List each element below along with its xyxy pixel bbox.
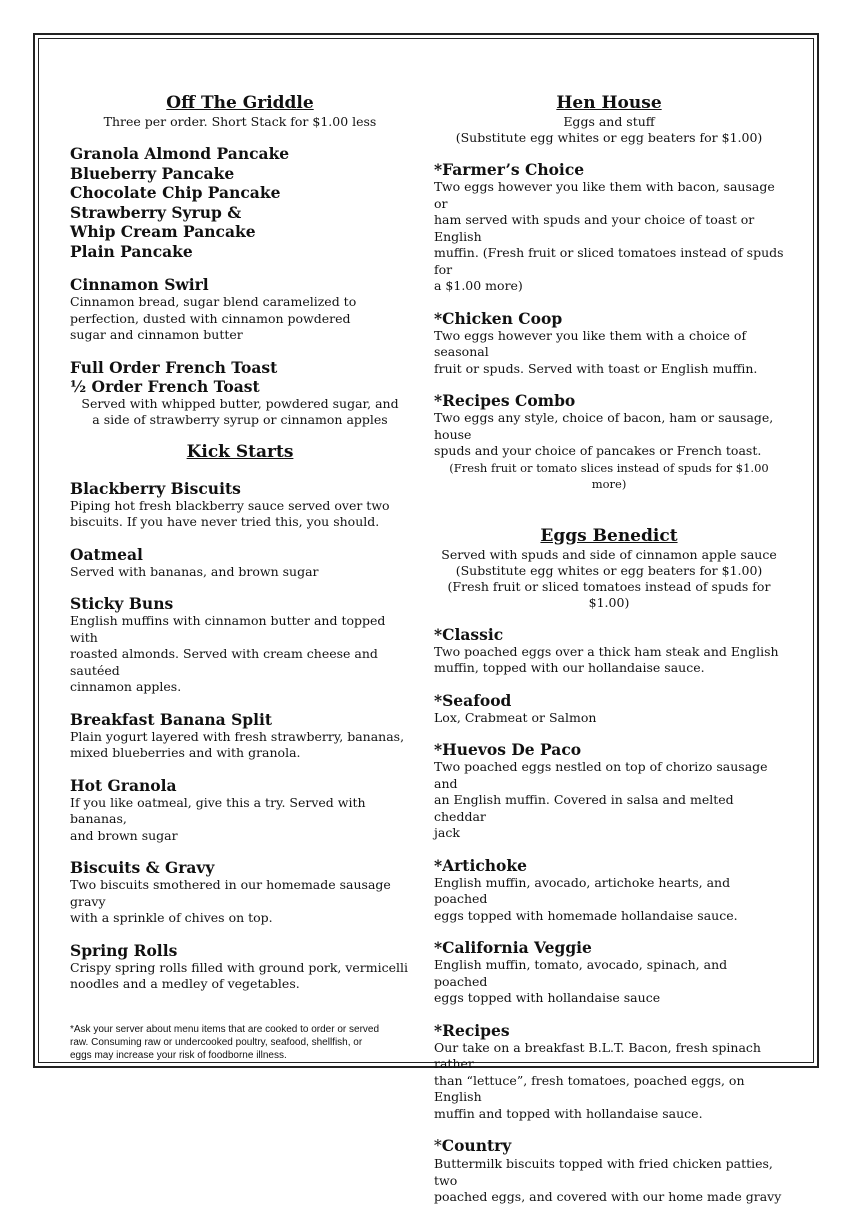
menu-item-chicken-coop	[434, 309, 784, 378]
item-name: *California Veggie	[434, 938, 592, 957]
griddle-note: Three per order. Short Stack for $1.00 less	[103, 114, 377, 129]
item-desc: noodles and a medley of vegetables.	[70, 976, 300, 991]
item-desc: than “lettuce”, fresh tomatoes, poached eggs, on English	[434, 1072, 745, 1104]
item-desc: Cinnamon bread, sugar blend caramelized to	[70, 294, 357, 309]
footnote-line: eggs may increase your risk of foodborne illness.	[70, 1049, 287, 1061]
menu-item-spring-rolls	[70, 941, 410, 993]
item-desc: cinnamon apples.	[70, 679, 182, 694]
item-desc: (Fresh fruit or tomato slices instead of spuds for $1.00 more)	[449, 460, 769, 491]
section-title-kick-starts: Kick Starts	[186, 441, 294, 462]
item-desc: Buttermilk biscuits topped with fried chicken patties, two	[434, 1156, 773, 1188]
item-name: *Seafood	[434, 690, 512, 710]
item-star: *	[434, 1137, 442, 1155]
menu-item-french-toast	[70, 358, 410, 429]
item-desc: Two eggs however you like them with a choice of seasonal	[434, 327, 747, 359]
item-desc: muffin and topped with hollandaise sauce.	[434, 1105, 703, 1121]
item-name-half-order: ½ Order French Toast	[70, 376, 260, 396]
item-desc: sugar and cinnamon butter	[70, 327, 243, 342]
item-name: Blackberry Biscuits	[70, 478, 241, 498]
item-desc: biscuits. If you have never tried this, you should.	[70, 514, 380, 529]
item-desc: English muffin, tomato, avocado, spinach, and poached	[434, 957, 728, 989]
item-desc: Two poached eggs over a thick ham steak and English	[434, 643, 779, 659]
item-desc: Piping hot fresh blackberry sauce served over two	[70, 497, 390, 513]
section-title-eggs-benedict: Eggs Benedict	[540, 525, 678, 546]
section-title-off-the-griddle: Off The Griddle	[166, 93, 314, 113]
item-name: Oatmeal	[70, 544, 143, 564]
benedict-note: Served with spuds and side of cinnamon apple sauce	[441, 546, 777, 562]
item-name: Hot Granola	[70, 775, 177, 795]
item-name-full-order: Full Order French Toast	[70, 357, 278, 377]
item-desc: Served with whipped butter, powdered sugar, and	[81, 395, 399, 411]
menu-item-hot-granola	[70, 776, 410, 845]
item-desc: Our take on a breakfast B.L.T. Bacon, fresh spinach rather	[434, 1039, 761, 1071]
section-title-hen-house: Hen House	[556, 93, 662, 113]
item-desc: eggs topped with homemade hollandaise sauce.	[434, 907, 738, 923]
item-name: *Classic	[434, 624, 504, 644]
menu-item-whip-cream-pancake: Whip Cream Pancake	[70, 222, 256, 241]
item-desc: mixed blueberries and with granola.	[70, 745, 301, 760]
menu-item-chocolate-chip-pancake: Chocolate Chip Pancake	[70, 183, 281, 202]
menu-item-recipes	[434, 1021, 784, 1123]
item-desc: poached eggs, and covered with our home made gravy	[434, 1189, 782, 1204]
item-desc: and brown sugar	[70, 827, 178, 843]
item-desc: Plain yogurt layered with fresh strawberry, bananas,	[70, 728, 405, 744]
menu-item-blueberry-pancake: Blueberry Pancake	[70, 163, 235, 183]
item-desc: Lox, Crabmeat or Salmon	[434, 709, 597, 725]
item-name: Breakfast Banana Split	[70, 709, 273, 729]
item-desc: muffin, topped with our hollandaise sauce.	[434, 660, 705, 675]
menu-item-cinnamon-swirl	[70, 275, 410, 344]
menu-item-seafood	[434, 691, 784, 727]
item-desc: Served with bananas, and brown sugar	[70, 563, 319, 579]
hen-substitute-note: (Substitute egg whites or egg beaters for $1.00)	[455, 130, 763, 145]
hen-note: Eggs and stuff	[563, 114, 655, 129]
item-desc: English muffin, avocado, artichoke hearts, and poached	[434, 874, 731, 906]
item-name: Spring Rolls	[70, 940, 178, 960]
menu-item-oatmeal	[70, 545, 410, 581]
item-name: *Huevos De Paco	[434, 740, 582, 759]
menu-item-breakfast-banana-split	[70, 710, 410, 762]
item-name: *Recipes	[434, 1020, 510, 1040]
menu-item-biscuits-gravy	[70, 858, 410, 927]
item-desc: with a sprinkle of chives on top.	[70, 910, 273, 925]
menu-item-granola-almond-pancake: Granola Almond Pancake	[70, 144, 290, 163]
item-desc: Two biscuits smothered in our homemade sausage gravy	[70, 877, 391, 909]
item-desc: roasted almonds. Served with cream cheese and sautéed	[70, 646, 378, 678]
item-name	[434, 1136, 784, 1156]
item-name: Biscuits & Gravy	[70, 858, 215, 877]
footnote-line: *Ask your server about menu items that are cooked to order or served	[70, 1023, 380, 1035]
item-desc: eggs topped with hollandaise sauce	[434, 990, 661, 1005]
item-name: *Farmer’s Choice	[434, 160, 585, 179]
item-name-text: Country	[441, 1136, 512, 1155]
item-name: Sticky Buns	[70, 594, 174, 613]
item-name: Cinnamon Swirl	[70, 275, 209, 294]
item-desc: English muffins with cinnamon butter and topped with	[70, 613, 386, 645]
menu-item-blackberry-biscuits	[70, 479, 410, 531]
right-column	[434, 92, 784, 1206]
menu-item-california-veggie	[434, 938, 784, 1007]
menu-item-country	[434, 1136, 784, 1206]
item-desc: Two eggs any style, choice of bacon, ham or sausage, house	[434, 410, 774, 442]
item-desc: Two poached eggs nestled on top of chorizo sausage and	[434, 759, 768, 791]
food-safety-footnote	[70, 1023, 400, 1062]
item-desc: a side of strawberry syrup or cinnamon apples	[92, 412, 388, 427]
footnote-line: raw. Consuming raw or undercooked poultry, seafood, shellfish, or	[70, 1036, 363, 1048]
benedict-substitute-note: (Substitute egg whites or egg beaters for $1.00)	[455, 562, 763, 578]
item-desc: spuds and your choice of pancakes or French toast.	[434, 443, 762, 458]
item-desc: ham served with spuds and your choice of toast or English	[434, 212, 755, 244]
menu-item-plain-pancake: Plain Pancake	[70, 241, 193, 261]
item-desc: muffin. (Fresh fruit or sliced tomatoes instead of spuds for	[434, 245, 784, 277]
item-desc: perfection, dusted with cinnamon powdered	[70, 310, 351, 326]
item-desc: jack	[434, 825, 460, 840]
menu-item-strawberry-syrup: Strawberry Syrup &	[70, 202, 242, 222]
benedict-fruit-note: (Fresh fruit or sliced tomatoes instead of spuds for $1.00)	[447, 578, 771, 610]
item-desc: fruit or spuds. Served with toast or English muffin.	[434, 360, 758, 376]
menu-item-sticky-buns	[70, 594, 410, 696]
item-name: *Recipes Combo	[434, 391, 576, 410]
item-desc: an English muffin. Covered in salsa and melted cheddar	[434, 792, 734, 824]
menu-item-artichoke	[434, 856, 784, 925]
menu-item-recipes-combo	[434, 391, 784, 493]
pancake-list	[70, 144, 410, 261]
menu-item-huevos-de-paco	[434, 740, 784, 842]
menu-item-classic	[434, 625, 784, 677]
item-desc: a $1.00 more)	[434, 278, 523, 293]
item-desc: Two eggs however you like them with bacon, sausage or	[434, 179, 775, 211]
left-column	[70, 92, 410, 1062]
item-name: *Chicken Coop	[434, 308, 563, 328]
menu-item-farmers-choice	[434, 160, 784, 295]
item-desc: If you like oatmeal, give this a try. Served with bananas,	[70, 794, 366, 826]
item-name: *Artichoke	[434, 855, 527, 875]
item-desc: Crispy spring rolls filled with ground pork, vermicelli	[70, 959, 409, 975]
